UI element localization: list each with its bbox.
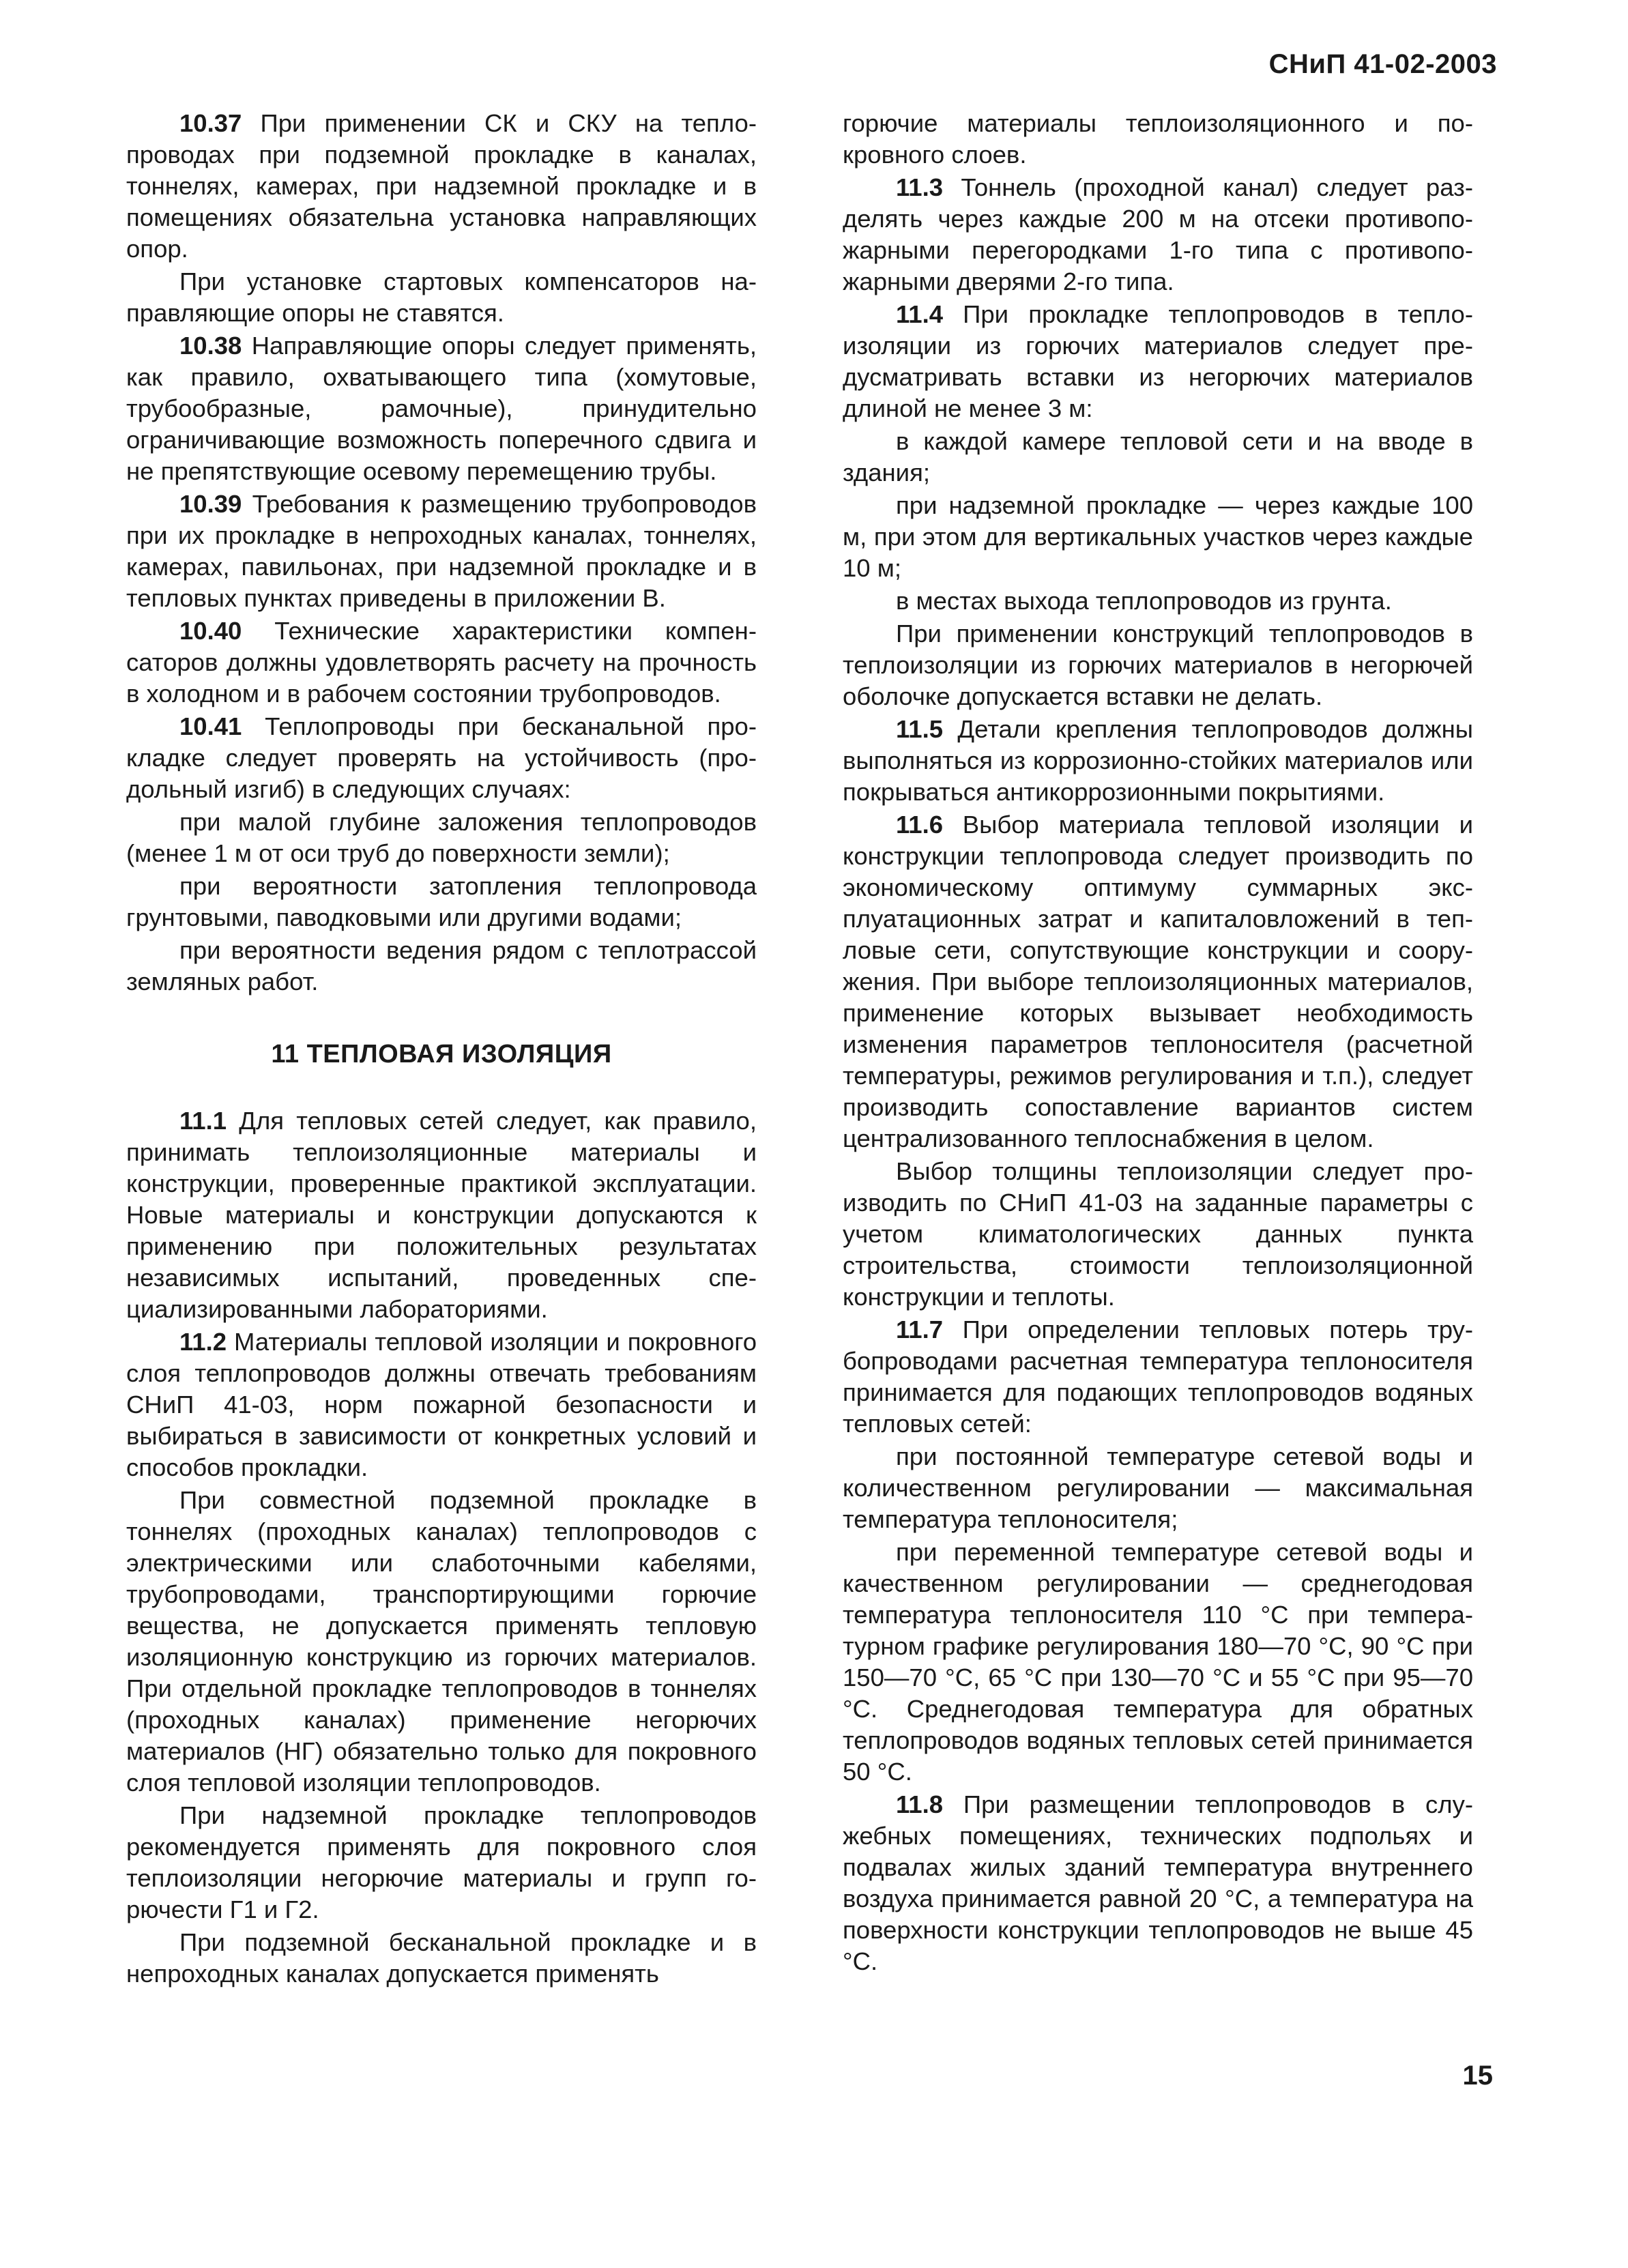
paragraph-text: при постоянной температуре сетевой воды и количественном регулировании — максимальная температура теплоносителя; (843, 1442, 1473, 1533)
paragraph (843, 1537, 1473, 1788)
paragraph (843, 1789, 1473, 1977)
paragraph-text: Материалы тепловой изоляции и покровного слоя теплопроводов должны отвечать требованиям СНиП 41-03, норм пожарной безопасности и выбираться в зависимости от конкретных условий и способов прокладки. (126, 1328, 757, 1481)
paragraph (843, 108, 1473, 171)
right-column (843, 108, 1473, 1979)
paragraph-text: При совместной подземной прокладке в тоннелях (проходных каналах) теплопроводов с электрическими или слаботочными кабелями, трубопроводами, транспортирующими горючие вещества, не допускается применять тепловую изоляционную конструкцию из горючих материалов. При отдельной прокладке теплопроводов в тоннелях (проходных каналах) применение негорючих материалов (НГ) обязательно только для покровного слоя тепловой изоляции теплопроводов. (126, 1486, 757, 1797)
paragraph-text: Для тепловых сетей следует, как правило, принимать теплоизоляционные материалы и конструкции, проверенные практикой эксплуатации. Новые материалы и конструкции допускаются к применению при положительных результатах независимых испытаний, проведенных специализированными лабораториями. (126, 1107, 757, 1323)
paragraph (843, 172, 1473, 297)
paragraph-text: При подземной бесканальной прокладке и в непроходных каналах допускается применять (126, 1928, 757, 1988)
clause-number: 10.39 (179, 490, 242, 518)
clause-number: 11.3 (896, 173, 944, 201)
paragraph-text: в местах выхода теплопроводов из грунта. (896, 587, 1392, 615)
paragraph-text: Выбор материала тепловой изоляции и конструкции теплопровода следует производить по экономическому оптимуму суммарных эксплуатационных затрат и капиталовложений в тепловые сети, сопутствующие конструкции и сооружения. При выборе теплоизоляционных материалов, применение которых вызывает необходимость изменения параметров теплоносителя (расчетной температуры, режимов регулирования и т.п.), следует производить сопоставление вариантов систем централизованного теплоснабжения в целом. (843, 811, 1473, 1152)
paragraph-text: при малой глубине заложения теплопроводов (менее 1 м от оси труб до поверхности земли); (126, 808, 757, 867)
paragraph (126, 711, 757, 805)
clause-number: 10.38 (179, 332, 242, 360)
clause-number: 11.6 (896, 811, 944, 839)
paragraph (126, 1485, 757, 1799)
paragraph (126, 1800, 757, 1925)
paragraph (126, 108, 757, 265)
paragraph-text: При установке стартовых компенсаторов направляющие опоры не ставятся. (126, 267, 757, 327)
paragraph (843, 1156, 1473, 1313)
paragraph (126, 806, 757, 869)
paragraph-text: Теплопроводы при бесканальной прокладке следует проверять на устойчивость (продольный изгиб) в следующих случаях: (126, 712, 757, 803)
page-number: 15 (1462, 2061, 1493, 2091)
paragraph (843, 1314, 1473, 1440)
paragraph-text: Тоннель (проходной канал) следует разделять через каждые 200 м на отсеки противопожарными перегородками 1-го типа с противопожарными дверями 2-го типа. (843, 173, 1473, 295)
paragraph-text: При применении конструкций теплопроводов в теплоизоляции из горючих материалов в негорючей оболочке допускается вставки не делать. (843, 620, 1473, 710)
paragraph-text: в каждой камере тепловой сети и на вводе в здания; (843, 427, 1473, 486)
paragraph (126, 1326, 757, 1483)
clause-number: 11.1 (179, 1107, 227, 1135)
section-paragraphs (126, 1105, 757, 1990)
paragraph (126, 1105, 757, 1325)
clause-number: 11.5 (896, 715, 944, 743)
paragraph (843, 585, 1473, 617)
paragraph-text: при вероятности ведения рядом с теплотрассой земляных работ. (126, 936, 757, 995)
section-heading: 11 ТЕПЛОВАЯ ИЗОЛЯЦИЯ (271, 1040, 612, 1068)
paragraph-text: при переменной температуре сетевой воды и качественном регулировании — среднегодовая температура теплоносителя 110 °С при температурном графике регулирования 180—70 °С, 90 °С при 150—70 °С, 65 °С при 130—70 °С и 55 °С при 95—70 °С. Среднегодовая температура для обратных теплопроводов водяных тепловых сетей принимается 50 °С. (843, 1538, 1473, 1786)
clause-number: 11.7 (896, 1315, 944, 1343)
paragraph (843, 809, 1473, 1154)
paragraph-text: При прокладке теплопроводов в теплоизоляции из горючих материалов следует предусматривать вставки из негорючих материалов длиной не менее 3 м: (843, 300, 1473, 422)
clause-number: 10.41 (179, 712, 242, 740)
paragraph (843, 618, 1473, 712)
paragraph (843, 1441, 1473, 1535)
clause-number: 10.37 (179, 109, 242, 137)
paragraph (843, 490, 1473, 584)
paragraph-text: горючие материалы теплоизоляционного и покровного слоев. (843, 109, 1473, 169)
paragraph-text: Направляющие опоры следует применять, как правило, охватывающего типа (хомутовые, трубообразные, рамочные), принудительно ограничивающие возможность поперечного сдвига и не препятствующие осевому перемещению трубы. (126, 332, 757, 485)
paragraph (126, 489, 757, 614)
right-paragraphs (843, 108, 1473, 1977)
clause-number: 11.4 (896, 300, 944, 328)
paragraph (126, 871, 757, 933)
clause-number: 11.2 (179, 1328, 227, 1356)
paragraph-text: Детали крепления теплопроводов должны выполняться из коррозионно-стойких материалов или покрываться антикоррозионными покрытиями. (843, 715, 1473, 806)
document-code: СНиП 41-02-2003 (1268, 49, 1497, 79)
paragraph-text: Выбор толщины теплоизоляции следует производить по СНиП 41-03 на заданные параметры с учетом климатологических данных пункта строительства, стоимости теплоизоляционной конструкции и теплоты. (843, 1157, 1473, 1311)
paragraph-text: При применении СК и СКУ на теплопроводах при подземной прокладке в каналах, тоннелях, камерах, при надземной прокладке и в помещениях обязательна установка направляющих опор. (126, 109, 757, 263)
paragraph (126, 266, 757, 329)
left-column (126, 108, 757, 1991)
paragraph-text: при надземной прокладке — через каждые 100 м, при этом для вертикальных участков через каждые 10 м; (843, 491, 1473, 582)
paragraph (126, 935, 757, 998)
paragraph-text: При размещении теплопроводов в служебных помещениях, технических подпольях и подвалах жилых зданий температура внутреннего воздуха принимается равной 20 °С, а температура на поверхности конструкции теплопроводов не выше 45 °С. (843, 1790, 1473, 1975)
paragraph-text: При определении тепловых потерь трубопроводами расчетная температура теплоносителя принимается для подающих теплопроводов водяных тепловых сетей: (843, 1315, 1473, 1438)
paragraph (843, 299, 1473, 424)
paragraph-text: При надземной прокладке теплопроводов рекомендуется применять для покровного слоя теплоизоляции негорючие материалы и групп горючести Г1 и Г2. (126, 1801, 757, 1923)
clause-number: 11.8 (896, 1790, 944, 1818)
paragraph (126, 1927, 757, 1990)
left-paragraphs (126, 108, 757, 998)
paragraph (126, 615, 757, 710)
paragraph-text: при вероятности затопления теплопровода грунтовыми, паводковыми или другими водами; (126, 872, 757, 931)
paragraph (843, 714, 1473, 808)
paragraph (126, 330, 757, 487)
paragraph-text: Технические характеристики компенсаторов должны удовлетворять расчету на прочность в холодном и в рабочем состоянии трубопроводов. (126, 617, 757, 708)
clause-number: 10.40 (179, 617, 242, 645)
paragraph-text: Требования к размещению трубопроводов при их прокладке в непроходных каналах, тоннелях, камерах, павильонах, при надземной прокладке и в тепловых пунктах приведены в приложении В. (126, 490, 757, 612)
paragraph (843, 426, 1473, 489)
